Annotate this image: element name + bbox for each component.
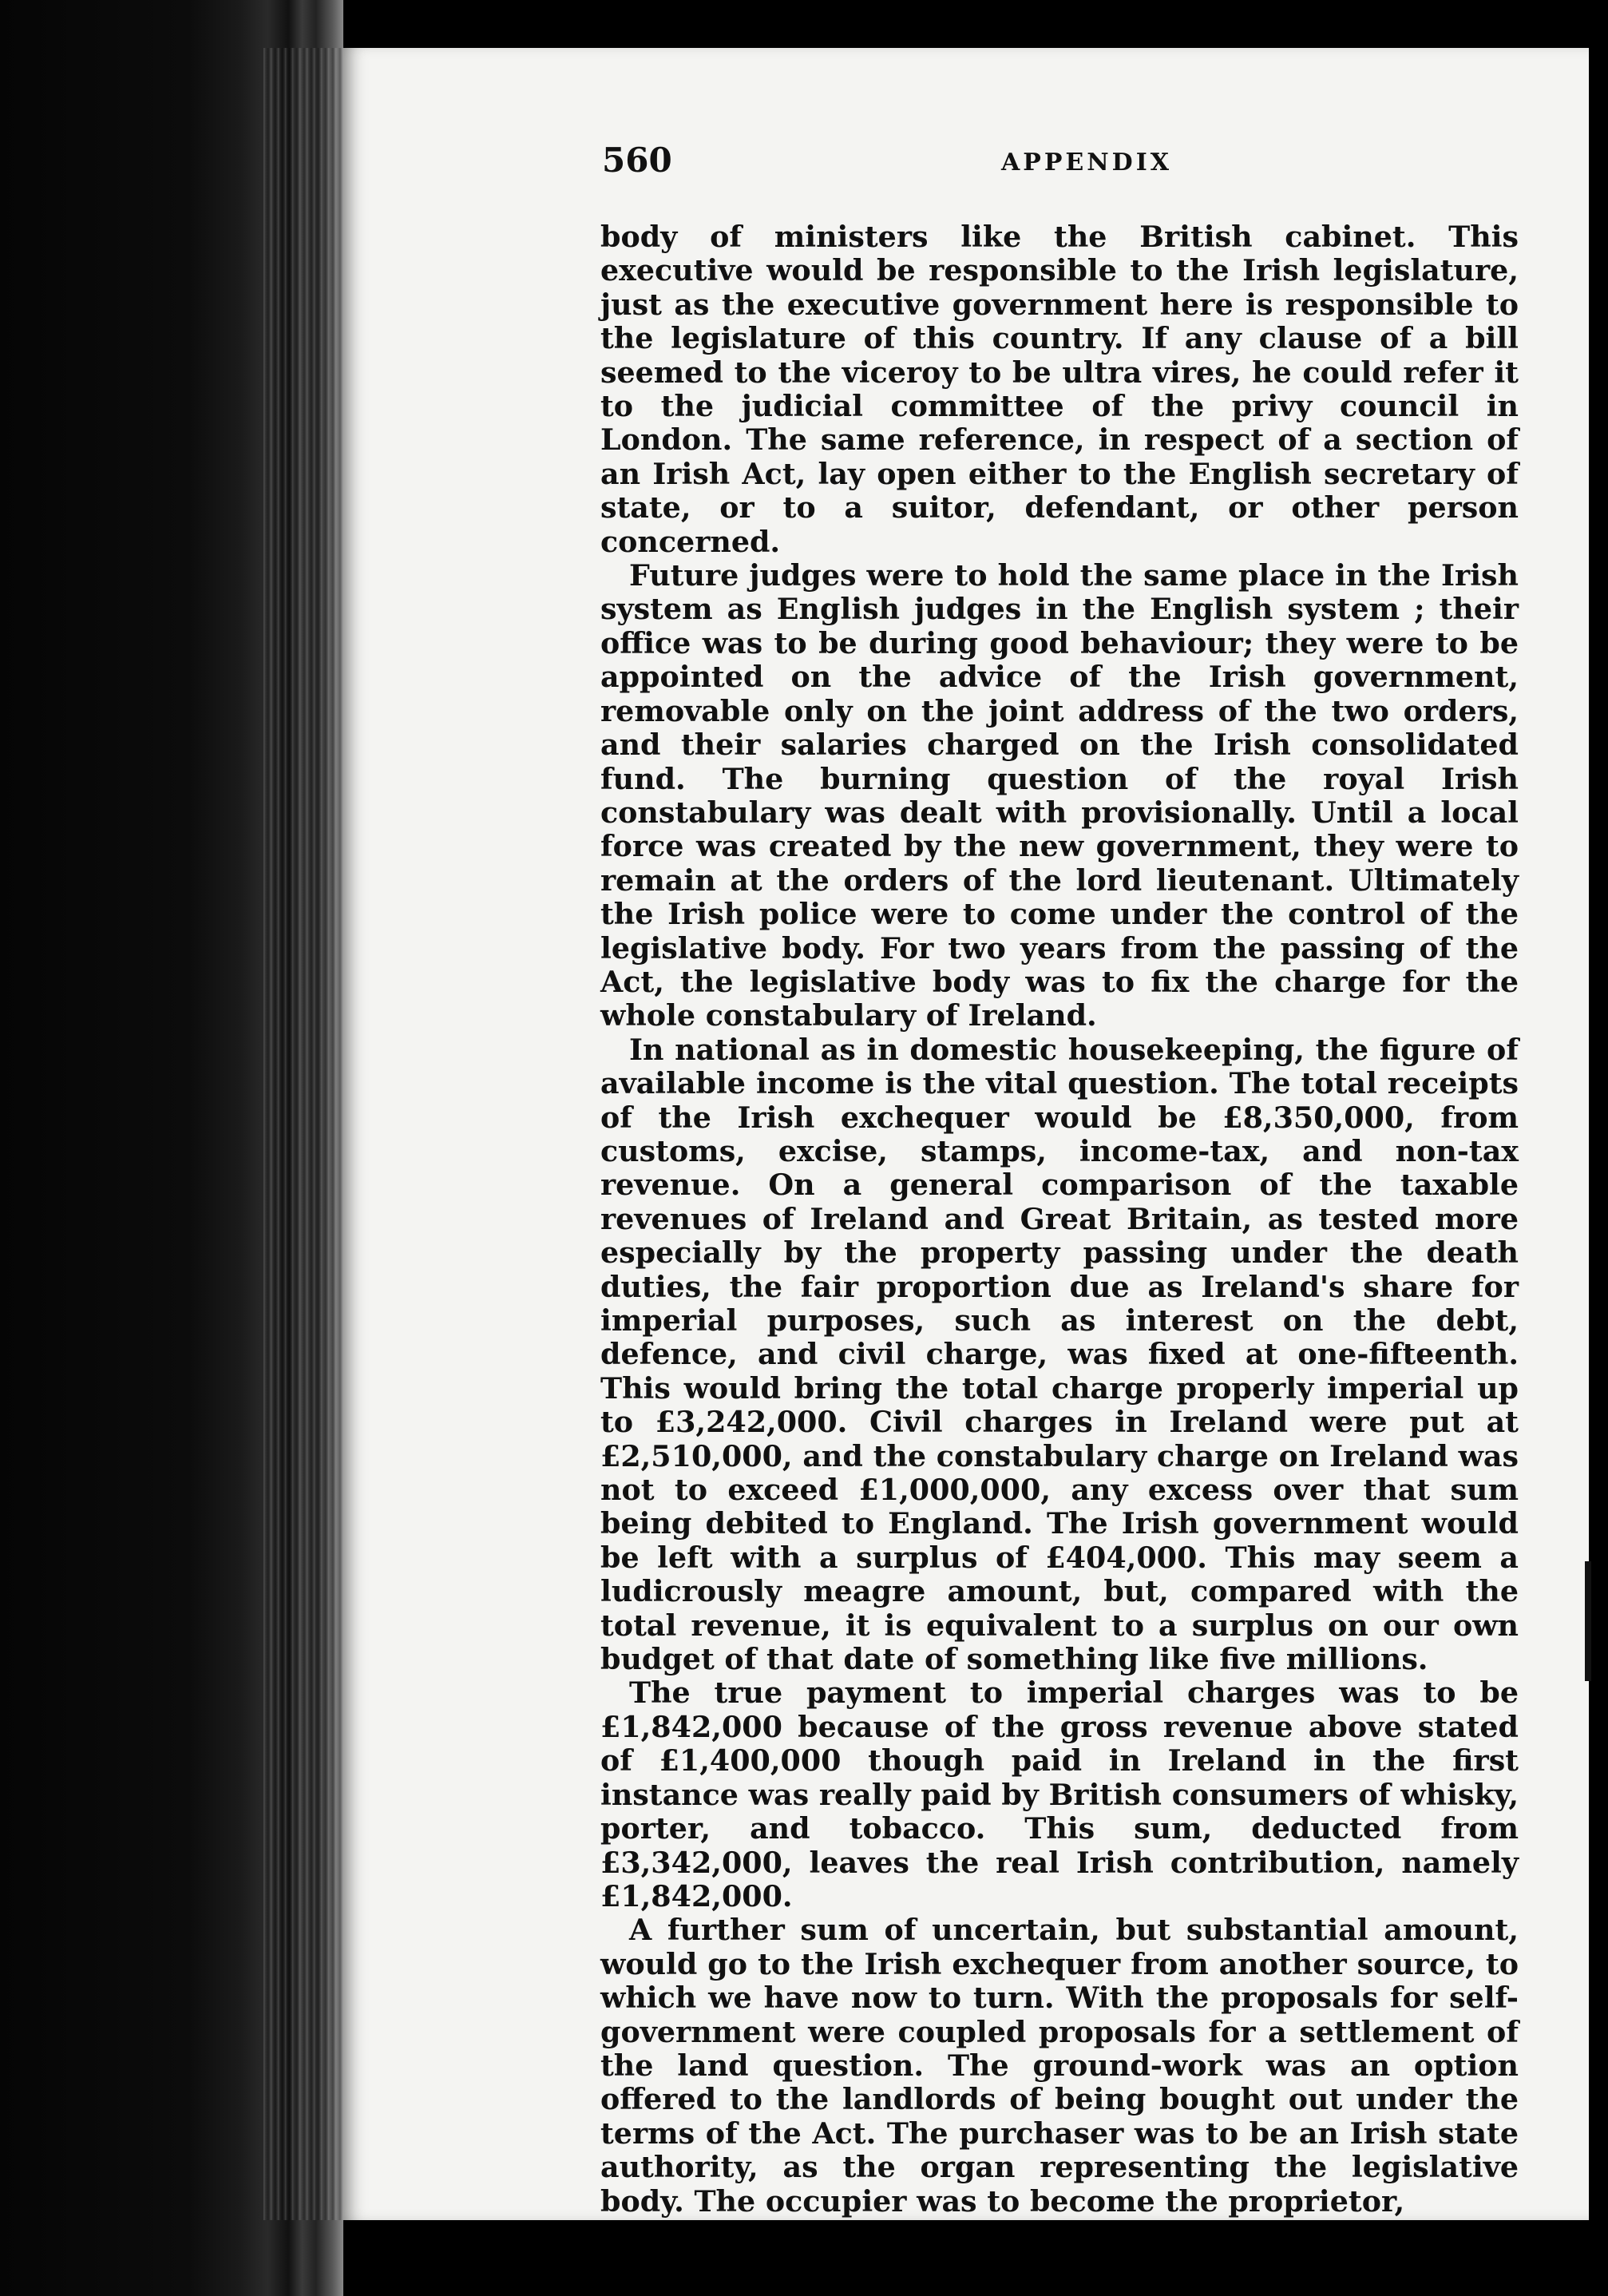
running-head: APPENDIX	[1001, 149, 1173, 176]
page-header	[602, 141, 1512, 188]
paragraph-5: A further sum of uncertain, but substantial amount, would go to the Irish exchequer from another source, to which we have now to turn. With the proposals for self-government were coupled proposals for a settlement of the land question. The ground-work was an option offered to the landlords of being bought out under the terms of the Act. The purchaser was to be an Irish state authority, as the organ representing the legislative body. The occupier was to become the proprietor,	[600, 1913, 1519, 2219]
binding-edge	[263, 48, 343, 2220]
margin-mark	[1585, 1561, 1591, 1681]
paragraph-3: In national as in domestic housekeeping, the figure of available income is the vital question. The total receipts of the Irish exchequer would be £8,350,000, from customs, excise, stamps, income-tax, and non-tax revenue. On a general comparison of the taxable revenues of Ireland and Great Britain, as tested more especially by the property passing under the death duties, the fair proportion due as Ireland's share for imperial purposes, such as interest on the debt, defence, and civil charge, was fixed at one-fifteenth. This would bring the total charge properly imperial up to £3,242,000. Civil charges in Ireland were put at £2,510,000, and the constabulary charge on Ireland was not to exceed £1,000,000, any excess over that sum being debited to England. The Irish government would be left with a surplus of £404,000. This may seem a ludicrously meagre amount, but, compared with the total revenue, it is equivalent to a surplus on our own budget of that date of something like five millions.	[600, 1032, 1519, 1677]
paragraph-2: Future judges were to hold the same place in the Irish system as English judges in the English system ; their office was to be during good behaviour; they were to be appointed on the advice of the Irish government, removable only on the joint address of the two orders, and their salaries charged on the Irish consolidated fund. The burning question of the royal Irish constabulary was dealt with provisionally. Until a local force was created by the new government, they were to remain at the orders of the lord lieutenant. Ultimately the Irish police were to come under the control of the legislative body. For two years from the passing of the Act, the legislative body was to fix the charge for the whole constabulary of Ireland.	[600, 558, 1519, 1033]
body-text	[600, 220, 1519, 2219]
page-edge	[1589, 48, 1608, 2220]
paragraph-1: body of ministers like the British cabinet. This executive would be responsible to the Irish legislature, just as the executive government here is responsible to the legislature of this country. If any clause of a bill seemed to the viceroy to be ultra vires, he could refer it to the judicial committee of the privy council in London. The same reference, in respect of a section of an Irish Act, lay open either to the English secretary of state, or to a suitor, defendant, or other person concerned.	[600, 220, 1519, 559]
page-number: 560	[602, 141, 672, 180]
paragraph-4: The true payment to imperial charges was to be £1,842,000 because of the gross revenue above stated of £1,400,000 though paid in Ireland in the first instance was really paid by British consumers of whisky, porter, and tobacco. This sum, deducted from £3,342,000, leaves the real Irish contribution, namely £1,842,000.	[600, 1675, 1519, 1913]
